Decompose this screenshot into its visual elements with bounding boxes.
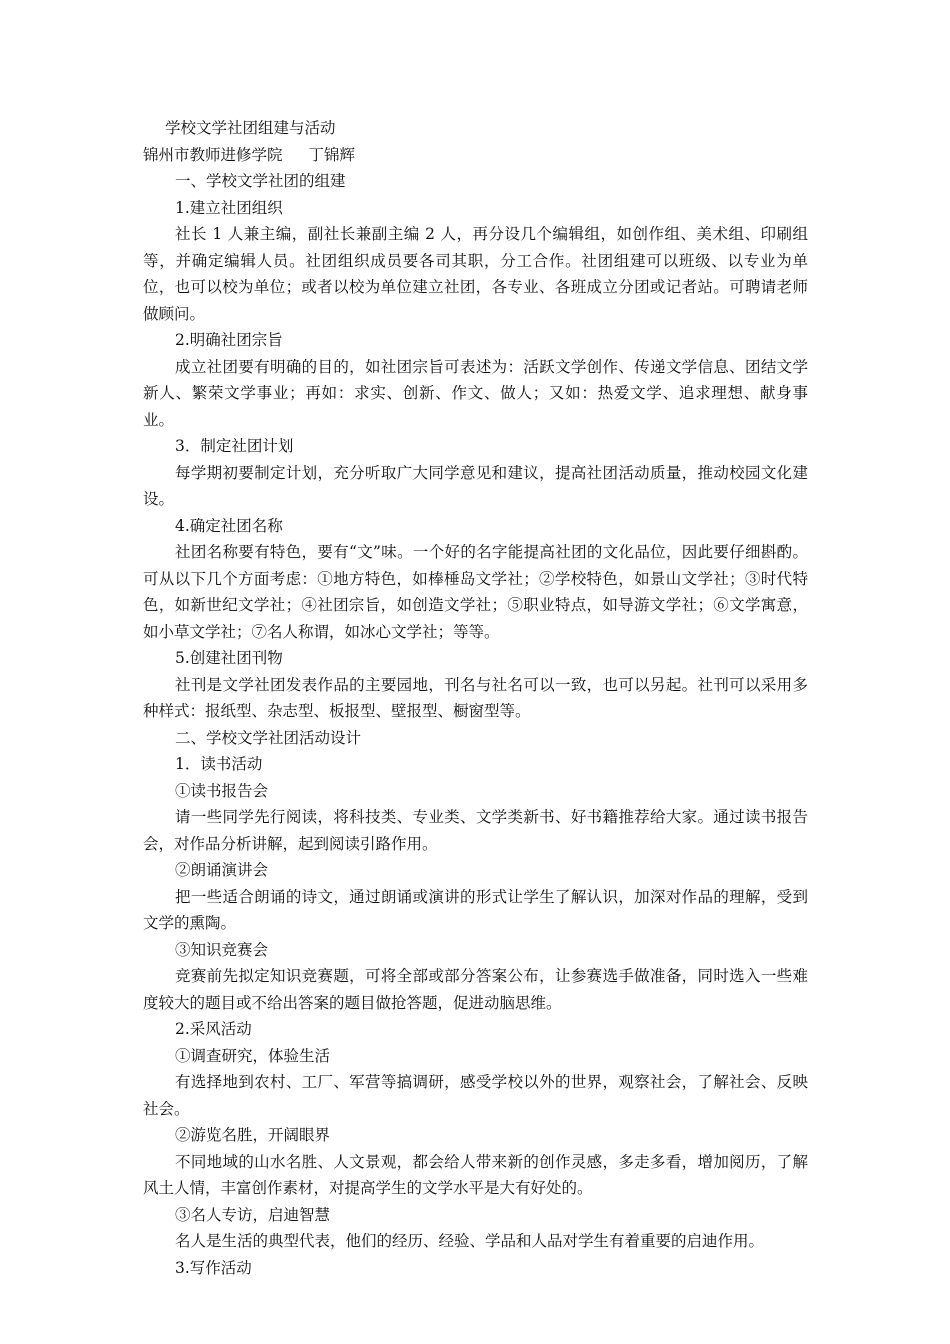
subsection-heading: 2.明确社团宗旨 [175, 331, 283, 349]
section-heading: 一、学校文学社团的组建 [175, 172, 346, 190]
paragraph: 社刊是文学社团发表作品的主要园地，刊名与社名可以一致，也可以另起。社刊可以采用多种样式：报纸型、杂志型、板报型、壁报型、橱窗型等。 [143, 675, 808, 720]
paragraph: 请一些同学先行阅读，将科技类、专业类、文学类新书、好书籍推荐给大家。通过读书报告会，对作品分析讲解，起到阅读引路作用。 [143, 808, 808, 853]
paragraph: 竞赛前先拟定知识竞赛题，可将全部或部分答案公布，让参赛选手做准备，同时选入一些难度较大的题目或不给出答案的题目做抢答题，促进动脑思维。 [143, 967, 808, 1012]
author-name: 丁锦辉 [308, 145, 356, 164]
subsection-heading: 3.写作活动 [175, 1258, 252, 1277]
item-heading: ①读书报告会 [175, 781, 269, 800]
document-title: 学校文学社团组建与活动 [165, 119, 336, 137]
item-heading: ②朗诵演讲会 [175, 861, 269, 879]
paragraph: 不同地域的山水名胜、人文景观，都会给人带来新的创作灵感，多走多看，增加阅历，了解风土人情，丰富创作素材，对提高学生的文学水平是大有好处的。 [143, 1152, 808, 1197]
item-heading: ②游览名胜，开阔眼界 [175, 1126, 331, 1144]
paragraph: 把一些适合朗诵的诗文，通过朗诵或演讲的形式让学生了解认识，加深对作品的理解，受到文学的熏陶。 [143, 887, 808, 932]
subsection-heading: 1.建立社团组织 [175, 198, 283, 217]
author-line [143, 142, 808, 169]
item-heading: ①调查研究，体验生活 [175, 1046, 331, 1065]
paragraph: 社长 1 人兼主编，副社长兼副主编 2 人，再分设几个编辑组，如创作组、美术组、印刷组等，并确定编辑人员。社团组织成员要各司其职，分工合作。社团组建可以班级、以专业为单位，也可以校为单位；或者以校为单位建立社团，各专业、各班成立分团或记者站。可聘请老师做顾问。 [143, 225, 808, 323]
paragraph: 社团名称要有特色，要有“文”味。一个好的名字能提高社团的文化品位，因此要仔细斟酌。可从以下几个方面考虑：①地方特色，如棒棰岛文学社；②学校特色，如景山文学社；③时代特色，如新世纪文学社；④社团宗旨，如创造文学社；⑤职业特点，如导游文学社；⑥文学寓意，如小草文学社；⑦名人称谓，如冰心文学社；等等。 [143, 543, 808, 641]
subsection-heading: 4.确定社团名称 [175, 516, 283, 535]
document-body [143, 115, 808, 1281]
subsection-heading: 1．读书活动 [175, 755, 263, 773]
paragraph: 有选择地到农村、工厂、军营等搞调研，感受学校以外的世界，观察社会，了解社会、反映社会。 [143, 1073, 808, 1118]
item-heading: ③知识竞赛会 [175, 940, 269, 959]
subsection-heading: 2.采风活动 [175, 1020, 252, 1038]
paragraph: 成立社团要有明确的目的，如社团宗旨可表述为：活跃文学创作、传递文学信息、团结文学新人、繁荣文学事业；再如：求实、创新、作文、做人；又如：热爱文学、追求理想、献身事业。 [143, 357, 808, 429]
paragraph: 名人是生活的典型代表，他们的经历、经验、学品和人品对学生有着重要的启迪作用。 [175, 1232, 765, 1250]
item-heading: ③名人专访，启迪智慧 [175, 1205, 331, 1224]
section-heading: 二、学校文学社团活动设计 [175, 728, 362, 747]
subsection-heading: 5.创建社团刊物 [175, 649, 283, 667]
author-organization: 锦州市教师进修学院 [143, 145, 283, 164]
subsection-heading: 3．制定社团计划 [175, 437, 294, 455]
paragraph: 每学期初要制定计划，充分听取广大同学意见和建议，提高社团活动质量，推动校园文化建设。 [143, 463, 808, 508]
